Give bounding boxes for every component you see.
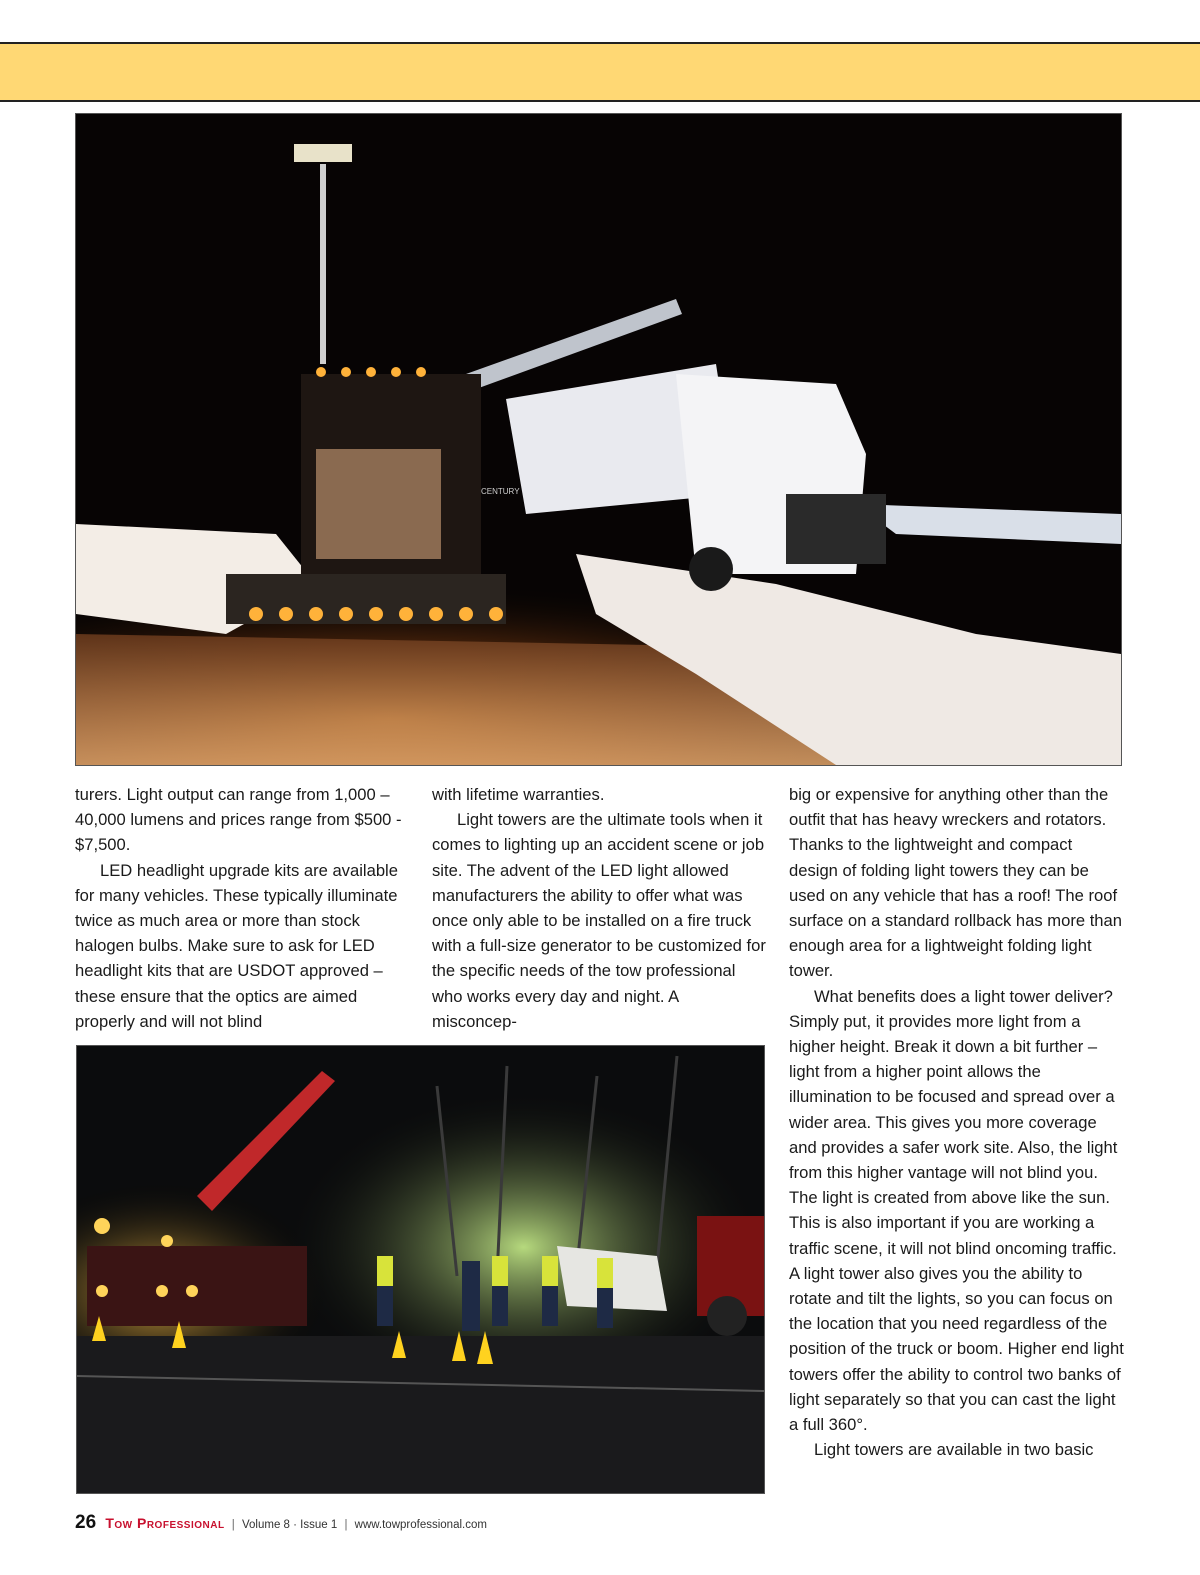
column2-paragraph-1: with lifetime warranties. [432,785,605,804]
text-column-3 [789,782,1124,1462]
footer-separator: | [231,1519,235,1531]
page-number: 26 [75,1512,97,1533]
photo-night-recovery-illustration [77,1046,764,1493]
column3-paragraph-1: big or expensive for anything other than the outfit that has heavy wreckers and rotators. Thanks to the lightweight and compact design of folding light towers they can be used on any vehicle that has a roof! The roof surface on a standard rollback has more than enough area for a lightweight folding light tower. [789,785,1122,981]
photo-night-recovery [76,1045,765,1494]
text-column-2 [432,782,767,1034]
column3-paragraph-3: Light towers are available in two basic [814,1440,1094,1460]
photo-tow-truck-snow-illustration [76,114,1121,765]
website-link[interactable]: www.towprofessional.com [354,1519,487,1531]
page-footer [75,1512,487,1534]
column1-paragraph-2: LED headlight upgrade kits are available for many vehicles. These typically illuminate twice as much area or more than stock halogen bulbs. Make sure to ask for LED headlight kits that are USDOT approved – these ensure that the optics are aimed properly and will not blind [75,860,398,1031]
magazine-brand: Tow Professional [105,1515,225,1531]
column3-paragraph-2: What benefits does a light tower deliver? Simply put, it provides more light from a higher height. Break it down a bit further – light from a higher point allows the illumination to be focused and spread over a wider area. This gives you more coverage and provides a safer work site. Also, the light from this higher vantage will not blind you. The light is created from above like the sun. This is also important if you are working a traffic scene, it will not blind oncoming traffic. A light tower also gives you the ability to rotate and tilt the lights, so you can focus on the location that you need regardless of the position of the truck or boom. Higher end light towers offer the ability to control two banks of light separately so that you can cast the light a full 360°. [789,986,1124,1435]
footer-separator: | [344,1519,348,1531]
header-banner [0,42,1200,102]
column2-paragraph-2: Light towers are the ultimate tools when it comes to lighting up an accident scene or job site. The advent of the LED light allowed manufacturers the ability to offer what was once only able to be installed on a fire truck with a full-size generator to be customized for the specific needs of the tow professional who works every day and night. A misconcep- [432,810,766,1031]
column1-paragraph-1: turers. Light output can range from 1,000 – 40,000 lumens and prices range from $500 - $7,500. [75,785,402,855]
text-column-1 [75,782,410,1034]
issue-info: Volume 8 · Issue 1 [241,1519,338,1531]
photo-tow-truck-snow [75,113,1122,766]
cab-lettering: CENTURY [481,487,520,496]
